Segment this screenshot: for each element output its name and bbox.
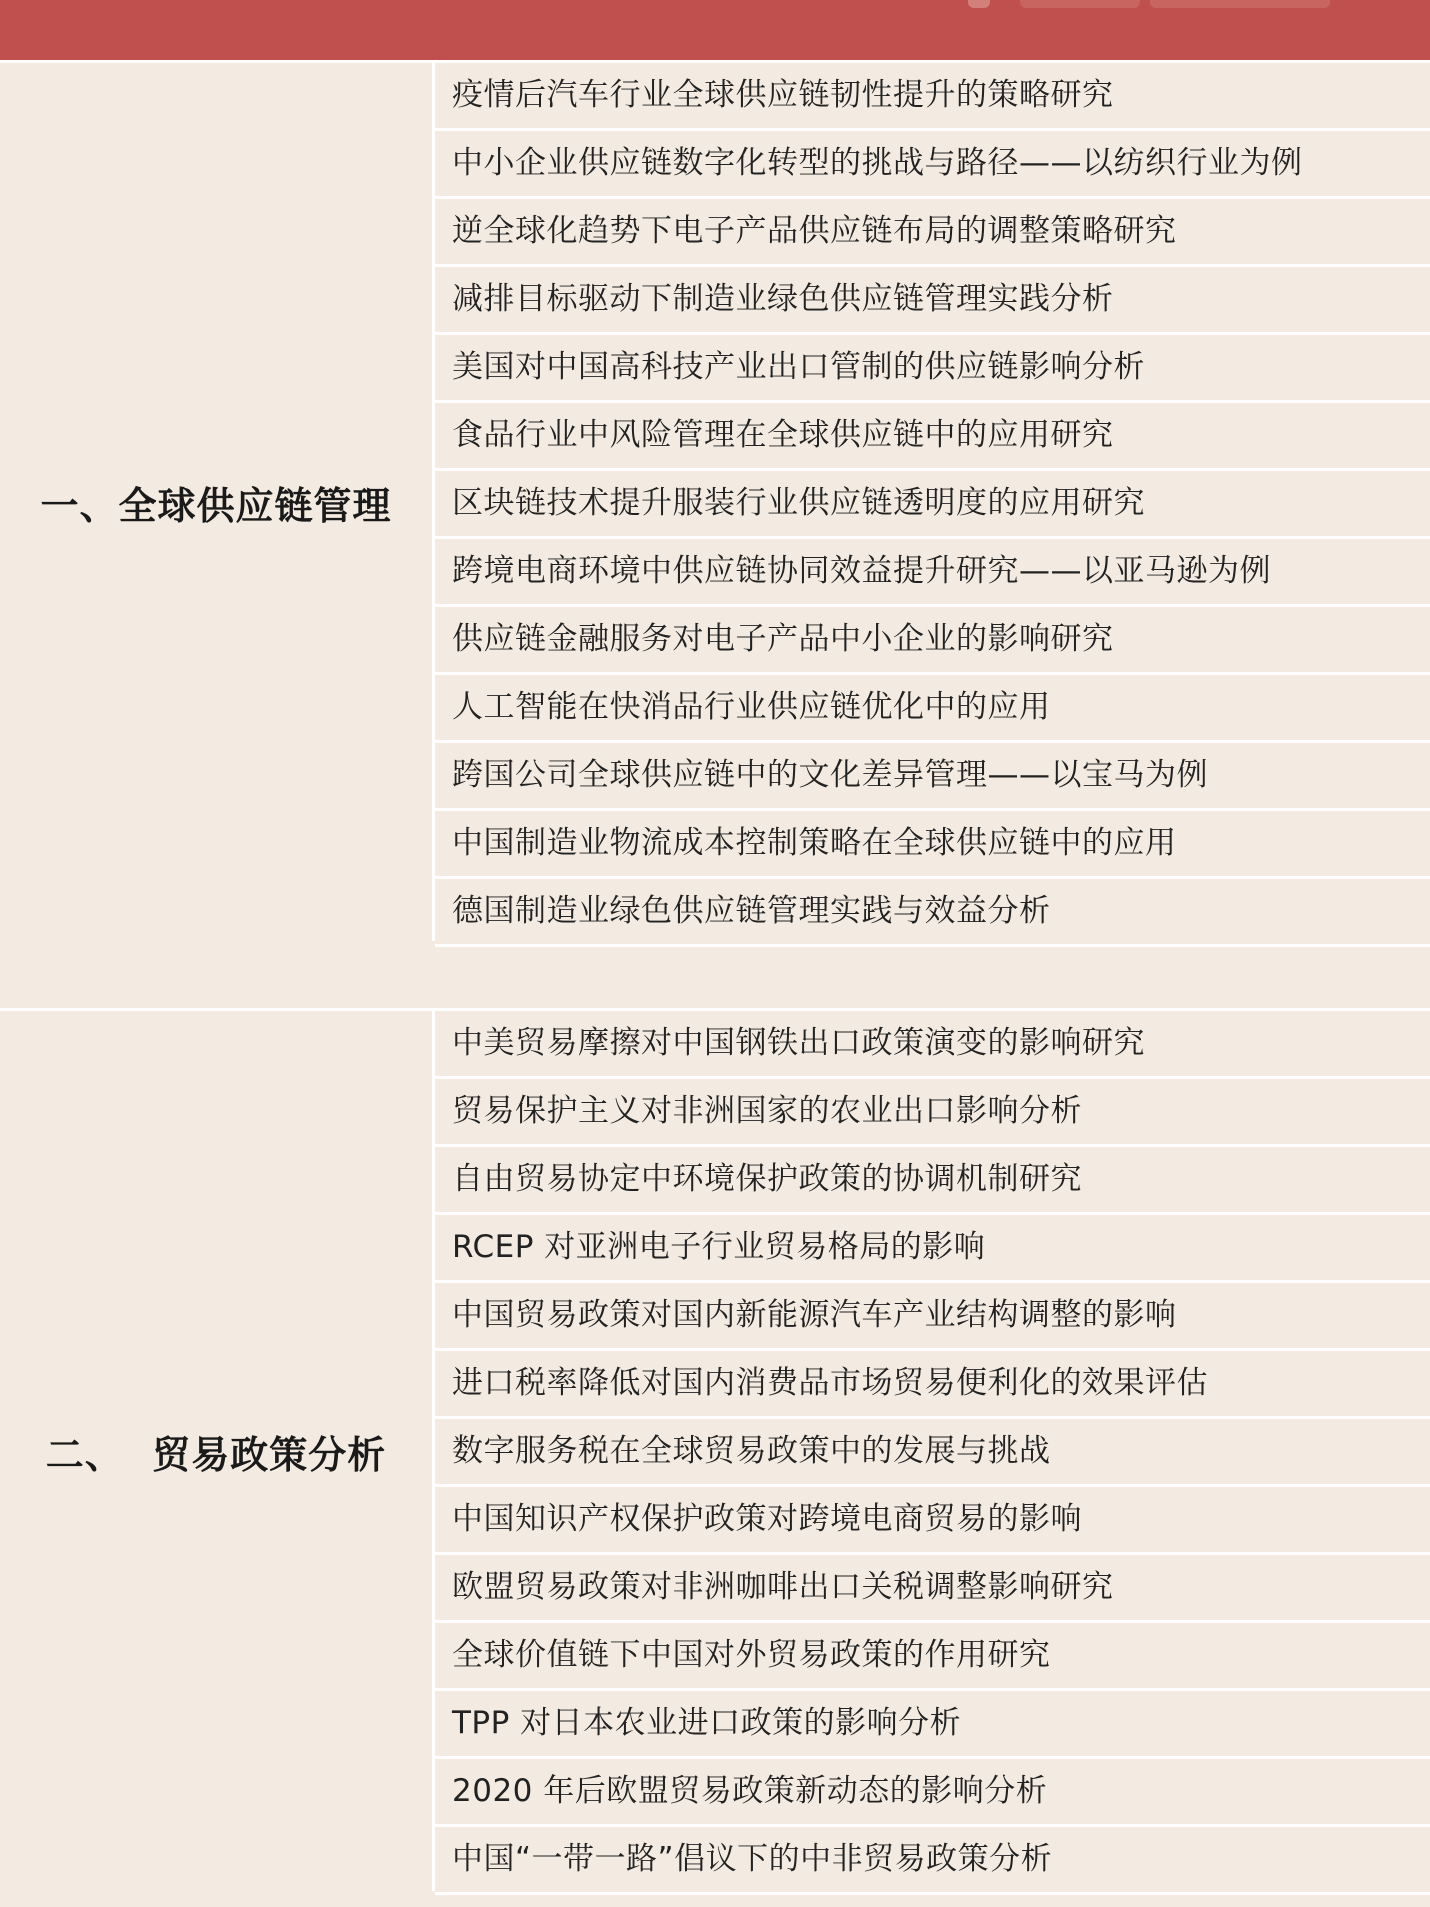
topic-item: 中国贸易政策对国内新能源汽车产业结构调整的影响 (435, 1283, 1430, 1351)
section-title: 一、全球供应链管理 (40, 483, 392, 528)
section-trade-policy (0, 1011, 1430, 1891)
topic-item: 中国知识产权保护政策对跨境电商贸易的影响 (435, 1487, 1430, 1555)
topic-item: 中国制造业物流成本控制策略在全球供应链中的应用 (435, 811, 1430, 879)
topic-item: 中美贸易摩擦对中国钢铁出口政策演变的影响研究 (435, 1011, 1430, 1079)
header-decoration (968, 0, 990, 8)
header-decoration (1020, 0, 1140, 8)
topic-item: 中国“一带一路”倡议下的中非贸易政策分析 (435, 1827, 1430, 1895)
topic-item: 自由贸易协定中环境保护政策的协调机制研究 (435, 1147, 1430, 1215)
topic-item: 进口税率降低对国内消费品市场贸易便利化的效果评估 (435, 1351, 1430, 1419)
topic-item: 跨境电商环境中供应链协同效益提升研究——以亚马逊为例 (435, 539, 1430, 607)
topic-list (432, 1011, 1430, 1891)
topic-item: 美国对中国高科技产业出口管制的供应链影响分析 (435, 335, 1430, 403)
header-decoration (1150, 0, 1330, 8)
topic-item: 跨国公司全球供应链中的文化差异管理——以宝马为例 (435, 743, 1430, 811)
topic-item: 德国制造业绿色供应链管理实践与效益分析 (435, 879, 1430, 947)
section-supply-chain (0, 63, 1430, 941)
topic-item: RCEP 对亚洲电子行业贸易格局的影响 (435, 1215, 1430, 1283)
topic-item: 数字服务税在全球贸易政策中的发展与挑战 (435, 1419, 1430, 1487)
topic-item: 人工智能在快消品行业供应链优化中的应用 (435, 675, 1430, 743)
topic-item: 2020 年后欧盟贸易政策新动态的影响分析 (435, 1759, 1430, 1827)
topic-item: 供应链金融服务对电子产品中小企业的影响研究 (435, 607, 1430, 675)
topic-item: 疫情后汽车行业全球供应链韧性提升的策略研究 (435, 63, 1430, 131)
topic-item: 全球价值链下中国对外贸易政策的作用研究 (435, 1623, 1430, 1691)
topic-list (432, 63, 1430, 941)
topic-item: 欧盟贸易政策对非洲咖啡出口关税调整影响研究 (435, 1555, 1430, 1623)
topic-item: 减排目标驱动下制造业绿色供应链管理实践分析 (435, 267, 1430, 335)
header-bar (0, 0, 1430, 60)
topic-item: 区块链技术提升服装行业供应链透明度的应用研究 (435, 471, 1430, 539)
topic-item: 中小企业供应链数字化转型的挑战与路径——以纺织行业为例 (435, 131, 1430, 199)
section-title: 二、 贸易政策分析 (45, 1432, 387, 1477)
topic-item: 逆全球化趋势下电子产品供应链布局的调整策略研究 (435, 199, 1430, 267)
topic-item: 贸易保护主义对非洲国家的农业出口影响分析 (435, 1079, 1430, 1147)
topic-item: TPP 对日本农业进口政策的影响分析 (435, 1691, 1430, 1759)
topic-item: 食品行业中风险管理在全球供应链中的应用研究 (435, 403, 1430, 471)
